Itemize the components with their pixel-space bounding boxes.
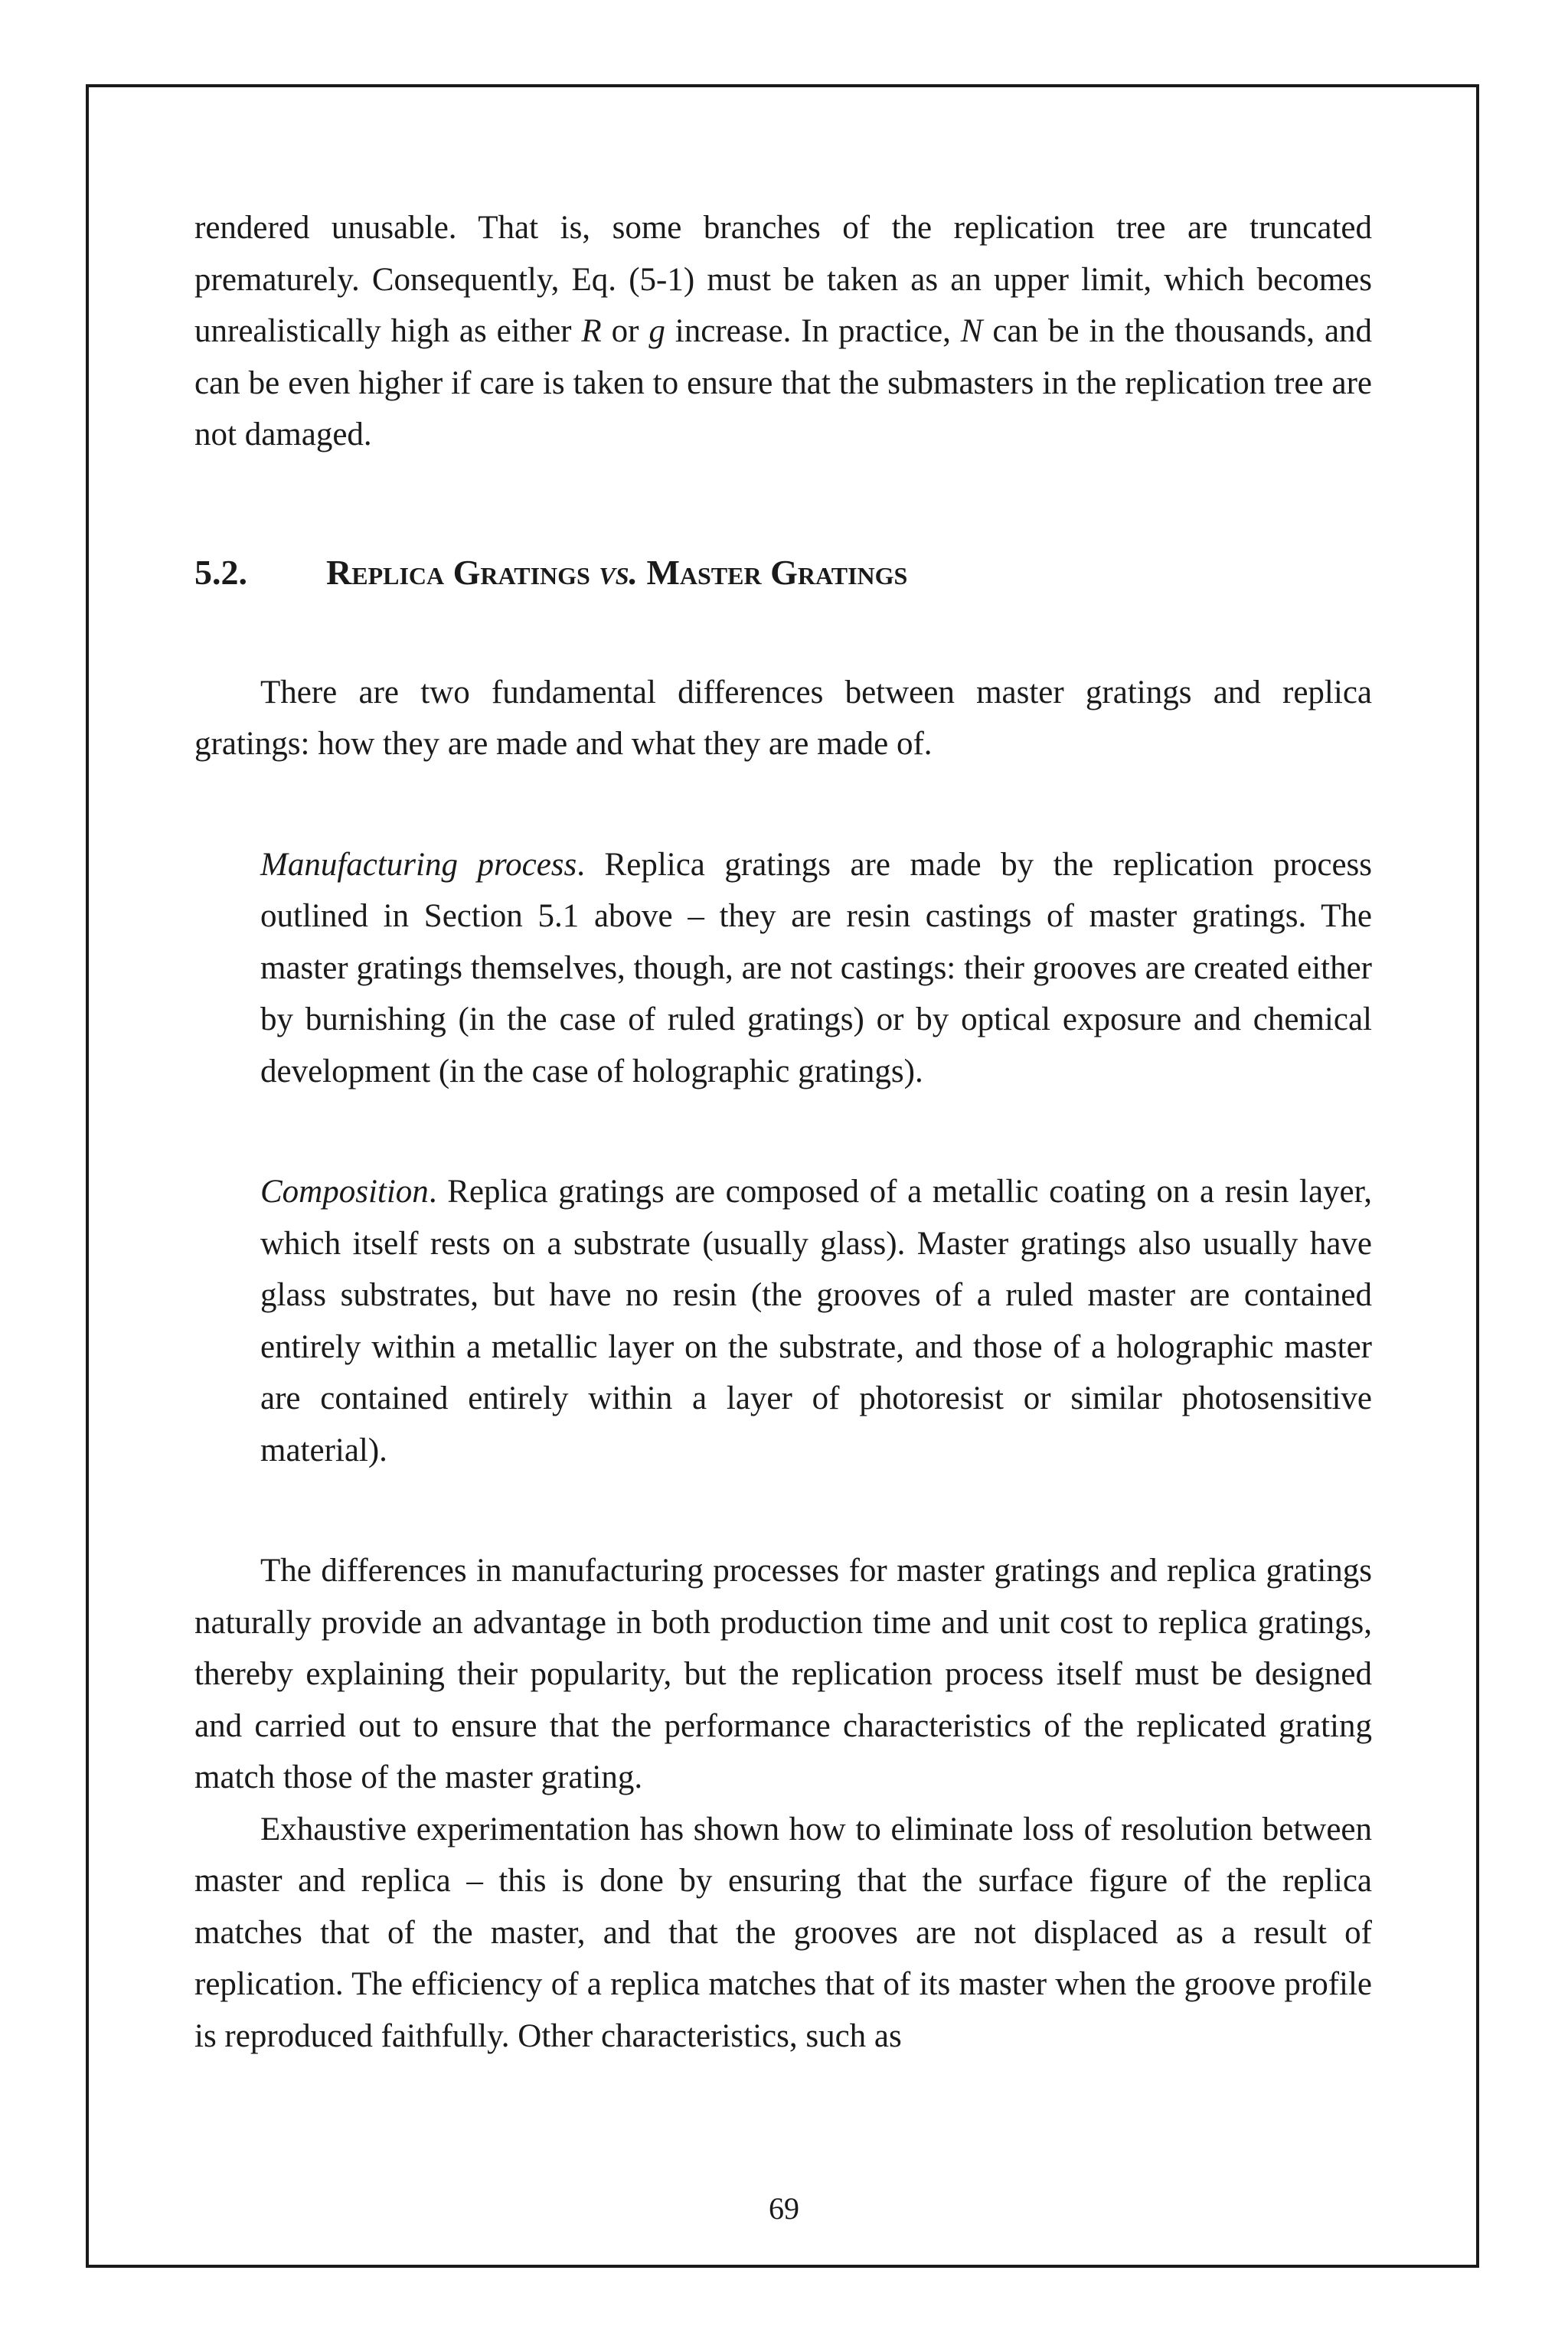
section-heading [194, 547, 1372, 598]
section-number: 5.2. [194, 552, 247, 592]
paragraph-experimentation: Exhaustive experimentation has shown how to eliminate loss of resolution between master and replica – this is done by ensuring that the surface figure of the replica matches that of the master, and that the grooves are not displaced as a result of replication. The efficiency of a replica matches that of its master when the groove profile is reproduced faithfully. Other characteristics, such as [194, 1811, 1372, 2054]
variable-n: N [960, 313, 983, 349]
page-content [194, 202, 1372, 2062]
section-title: Replica Gratings vs. Master Gratings [326, 552, 908, 592]
page-number: 69 [769, 2191, 799, 2226]
paragraph-differences: The differences in manufacturing processes for master gratings and replica gratings naturally provide an advantage in both production time and unit cost to replica gratings, thereby explaining their popularity, but the replication process itself must be designed and carried out to ensure that the performance characteristics of the replicated grating match those of the master grating. [194, 1553, 1372, 1795]
label-composition: Composition [260, 1174, 429, 1210]
paragraph-replication-limit: rendered unusable. That is, some branches of the replication tree are truncated prematurely. Consequently, Eq. (5-1) must be taken as an upper limit, which becomes unrealistically high as either R or g increase. In practice, N can be in the thousands, and can be even higher if care is taken to ensure that the submasters in the replication tree are not damaged. [194, 210, 1373, 452]
paragraph-intro: There are two fundamental differences between master gratings and replica gratings: how they are made and what they are made of. [194, 674, 1372, 762]
label-manufacturing: Manufacturing process [260, 846, 577, 883]
variable-g: g [648, 313, 665, 349]
variable-r: R [581, 313, 602, 349]
paragraph-composition: Composition. Replica gratings are composed of a metallic coating on a resin layer, which itself rests on a substrate (usually glass). Master gratings also usually have glass substrates, but have no resin (the grooves of a ruled master are contained entirely within a metallic layer on the substrate, and those of a holographic master are contained entirely within a layer of photoresist or similar photosensitive material). [260, 1174, 1372, 1468]
paragraph-manufacturing: Manufacturing process. Replica gratings are made by the replication process outlined in Section 5.1 above – they are resin castings of master gratings. The master gratings themselves, though, are not castings: their grooves are created either by burnishing (in the case of ruled gratings) or by optical exposure and chemical development (in the case of holographic gratings). [260, 846, 1372, 1089]
